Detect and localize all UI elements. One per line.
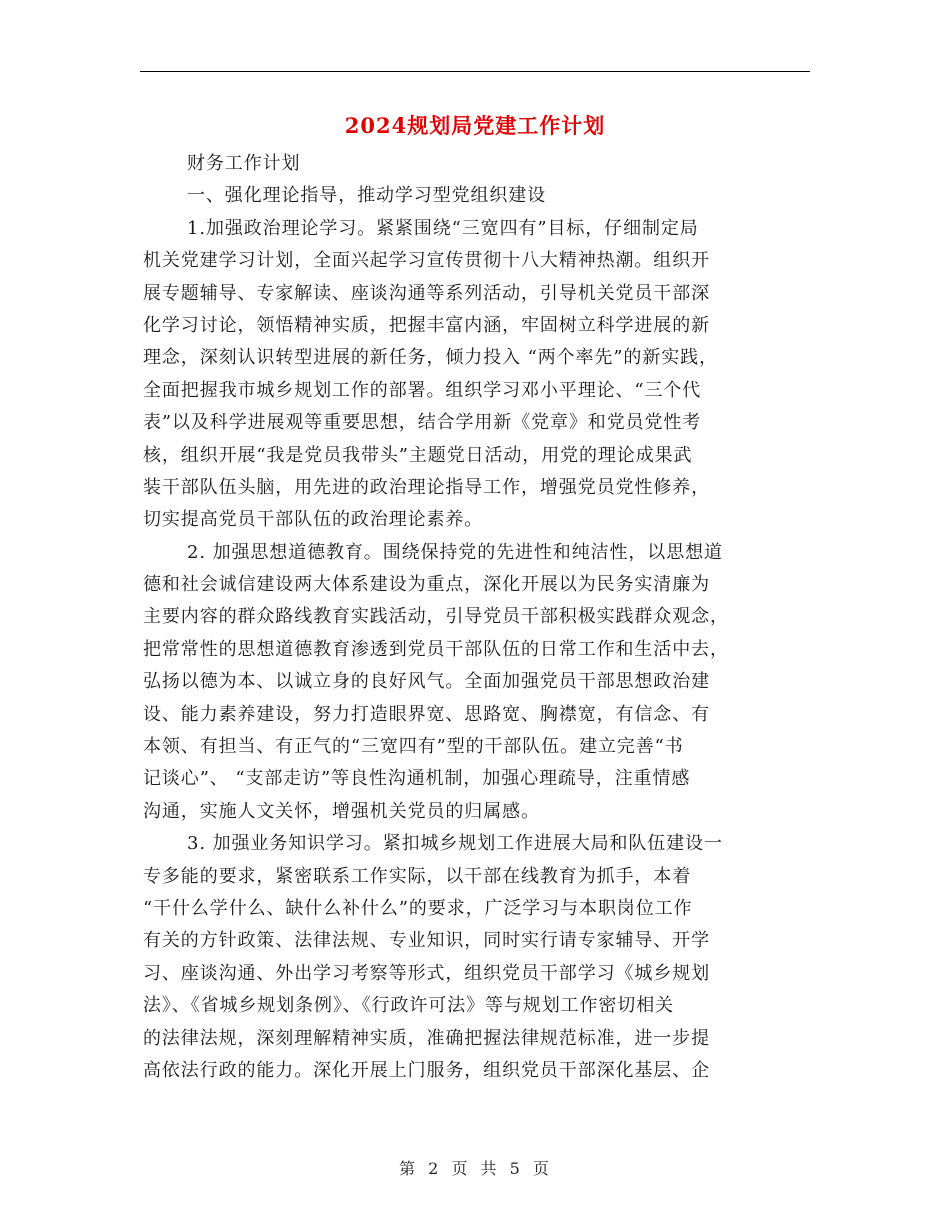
text-line: 一、强化理论指导，推动学习型党组织建设	[187, 185, 547, 207]
text-line: 专多能的要求，紧密联系工作实际，以干部在线教育为抓手，本着	[143, 865, 692, 887]
text-line: 3. 加强业务知识学习。紧扣城乡规划工作进展大局和队伍建设一	[187, 833, 723, 855]
text-line: 沟通，实施人文关怀，增强机关党员的归属感。	[143, 800, 540, 822]
text-line: 财务工作计划	[187, 153, 301, 174]
text-line: 全面把握我市城乡规划工作的部署。组织学习邓小平理论、“三个代	[143, 379, 702, 401]
text-line: 表”以及科学进展观等重要思想，结合学用新《党章》和党员党性考	[143, 412, 702, 434]
text-line: 切实提高党员干部队伍的政治理论素养。	[143, 509, 484, 531]
text-line: 的法律法规，深刻理解精神实质，准确把握法律规范标准，进一步提	[143, 1027, 710, 1049]
text-line: 主要内容的群众路线教育实践活动，引导党员干部积极实践群众观念，	[143, 606, 729, 628]
text-line: 理念，深刻认识转型进展的新任务，倾力投入 “两个率先”的新实践，	[143, 347, 718, 369]
document-title: 2024规划局党建工作计划	[344, 113, 606, 138]
text-line: 化学习讨论，领悟精神实质，把握丰富内涵，牢固树立科学进展的新	[143, 314, 710, 336]
text-line: 设、能力素养建设，努力打造眼界宽、思路宽、胸襟宽，有信念、有	[143, 703, 710, 725]
text-line: 展专题辅导、专家解读、座谈沟通等系列活动，引导机关党员干部深	[143, 282, 710, 304]
text-line: 机关党建学习计划，全面兴起学习宣传贯彻十八大精神热潮。组织开	[143, 250, 710, 272]
text-line: 弘扬以德为本、以诚立身的良好风气。全面加强党员干部思想政治建	[143, 671, 710, 693]
text-line: 法》、《省城乡规划条例》、《行政许可法》等与规划工作密切相关	[143, 995, 674, 1017]
document-body	[143, 148, 813, 1087]
page-footer: 第 2 页 共 5 页	[399, 1159, 551, 1178]
text-line: 装干部队伍头脑，用先进的政治理论指导工作，增强党员党性修养，	[143, 476, 710, 498]
text-line: “干什么学什么、缺什么补什么”的要求，广泛学习与本职岗位工作	[143, 897, 693, 919]
text-line: 记谈心”、 “支部走访”等良性沟通机制，加强心理疏导，注重情感	[143, 768, 691, 790]
text-line: 高依法行政的能力。深化开展上门服务，组织党员干部深化基层、企	[143, 1059, 710, 1081]
text-line: 本领、有担当、有正气的“三宽四有”型的干部队伍。建立完善“书	[143, 736, 684, 758]
header-rule	[140, 71, 810, 72]
text-line: 德和社会诚信建设两大体系建设为重点，深化开展以为民务实清廉为	[143, 574, 710, 596]
text-line: 1.加强政治理论学习。紧紧围绕“三宽四有”目标，仔细制定局	[187, 217, 699, 239]
text-line: 习、座谈沟通、外出学习考察等形式，组织党员干部学习《城乡规划	[143, 962, 710, 984]
text-line: 把常常性的思想道德教育渗透到党员干部队伍的日常工作和生活中去，	[143, 638, 729, 660]
text-line: 有关的方针政策、法律法规、专业知识，同时实行请专家辅导、开学	[143, 930, 710, 952]
text-line: 2. 加强思想道德教育。围绕保持党的先进性和纯洁性，以思想道	[187, 541, 723, 563]
text-line: 核，组织开展“我是党员我带头”主题党日活动，用党的理论成果武	[143, 444, 693, 466]
